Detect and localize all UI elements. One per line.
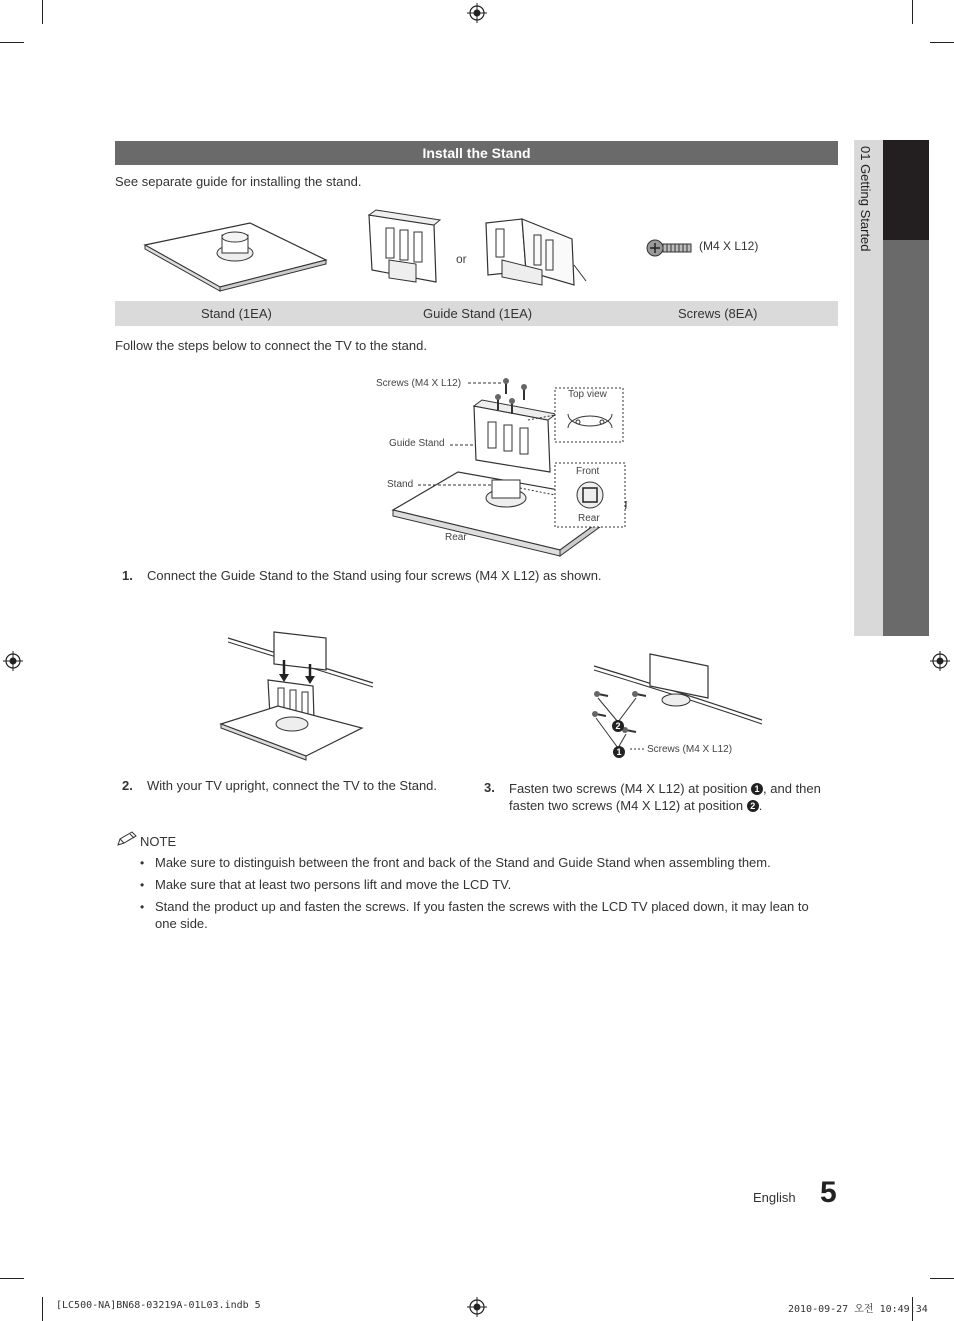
- stand-illustration: [140, 215, 330, 295]
- assembly-diagram: [388, 370, 648, 560]
- label-screws: Screws (M4 X L12): [376, 378, 462, 389]
- label-top-view: Top view: [568, 389, 607, 400]
- note-heading: NOTE: [140, 834, 177, 849]
- note-item: Stand the product up and fasten the screws. If you fasten the screws with the LCD TV placed down, it may lean to: [155, 899, 809, 914]
- step-1-number: 1.: [122, 568, 133, 583]
- parts-list: [115, 301, 838, 326]
- note-item: Make sure to distinguish between the front and back of the Stand and Guide Stand when assembling them.: [155, 855, 771, 870]
- label-stand: Stand: [387, 479, 414, 490]
- follow-text: Follow the steps below to connect the TV to the stand.: [115, 338, 427, 353]
- marker-2-inline-icon: 2: [747, 800, 759, 812]
- pencil-icon: [116, 831, 138, 847]
- intro-text: See separate guide for installing the stand.: [115, 174, 362, 189]
- page-number: 5: [820, 1176, 837, 1209]
- label-rear-small: Rear: [578, 513, 600, 524]
- step-1-text: Connect the Guide Stand to the Stand using four screws (M4 X L12) as shown.: [147, 568, 602, 583]
- step-3-text: Fasten two screws (M4 X L12) at position 1 , and then fasten two screws (M4 X L12) at position 2 .: [509, 781, 821, 813]
- step-3-screws-label: Screws (M4 X L12): [647, 744, 733, 755]
- marker-2-icon: 2: [612, 717, 624, 735]
- crop-mark: [0, 42, 24, 43]
- bullet: •: [140, 900, 145, 914]
- registration-mark-icon: [467, 3, 487, 23]
- step-2-text: With your TV upright, connect the TV to the Stand.: [147, 778, 438, 793]
- note-item: Make sure that at least two persons lift and move the LCD TV.: [155, 877, 512, 892]
- part-stand: Stand (1EA): [201, 306, 272, 321]
- label-rear: Rear: [445, 532, 467, 543]
- note-item-continued: one side.: [155, 916, 208, 931]
- sidebar-chapter-label: 01 Getting Started: [858, 146, 873, 252]
- sidebar-tab-body: [883, 240, 929, 636]
- crop-mark: [930, 1278, 954, 1279]
- footer-file-info: [LC500-NA]BN68-03219A-01L03.indb 5: [56, 1300, 261, 1311]
- step-2-illustration: [218, 628, 378, 763]
- screw-icon: [646, 238, 696, 258]
- step-2-number: 2.: [122, 778, 133, 793]
- crop-mark: [930, 42, 954, 43]
- registration-mark-icon: [467, 1297, 487, 1317]
- language-label: English: [753, 1190, 796, 1205]
- crop-mark: [42, 0, 43, 24]
- crop-mark: [912, 0, 913, 24]
- label-front: Front: [576, 466, 600, 477]
- bullet: •: [140, 856, 145, 870]
- part-guide-stand: Guide Stand (1EA): [423, 306, 533, 321]
- marker-1-inline-icon: 1: [751, 783, 763, 795]
- bullet: •: [140, 878, 145, 892]
- registration-mark-icon: [3, 651, 23, 671]
- crop-mark: [0, 1278, 24, 1279]
- sidebar-tab-marker: [883, 140, 929, 240]
- section-title: Install the Stand: [115, 141, 838, 165]
- marker-1-icon: 1: [613, 743, 625, 761]
- or-label: or: [456, 252, 467, 266]
- crop-mark: [42, 1297, 43, 1321]
- footer-timestamp: 2010-09-27 오전 10:49:34: [788, 1304, 928, 1315]
- guide-stand-alt-illustration: [482, 215, 592, 295]
- label-guide-stand: Guide Stand: [389, 438, 445, 449]
- guide-stand-illustration: [364, 210, 444, 290]
- registration-mark-icon: [930, 651, 950, 671]
- screw-spec: (M4 X L12): [699, 239, 759, 253]
- step-3-number: 3.: [484, 780, 495, 795]
- part-screws: Screws (8EA): [678, 306, 758, 321]
